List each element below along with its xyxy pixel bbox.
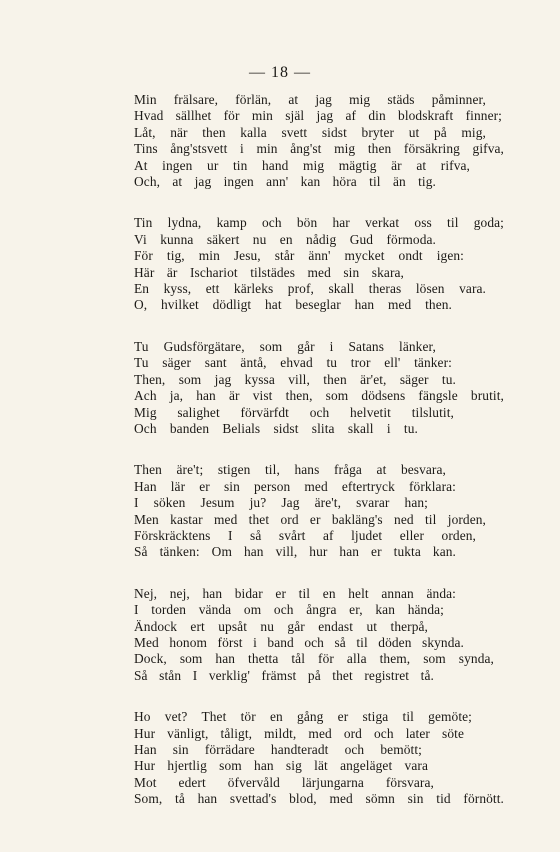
poem-line: Then äre't; stigen til, hans fråga at besvara, [134,462,446,478]
poem-line: Ändock ert upsåt nu går endast ut therpå, [134,618,428,634]
poem-line: Tin lydna, kamp och bön har verkat oss til goda; [134,215,504,231]
stanza-6 [134,709,504,807]
poem-line: I torden vända om och ångra er, kan hända; [134,602,444,618]
poem-line: Hvad sällhet för min själ jag af din blodskraft finner; [134,108,502,124]
poem-line: En kyss, ett kärleks prof, skall theras lösen vara. [134,281,486,297]
poem-line: Han sin förrädare handteradt och bemött; [134,742,422,757]
poem-line: Här är Ischariot tilstädes med sin skara, [134,264,404,280]
poem-line: At ingen ur tin hand mig mägtig är at rifva, [134,157,470,173]
poem-line: Och banden Belials sidst slita skall i tu. [134,420,418,436]
poem-line: Vi kunna säkert nu en nådig Gud förmoda. [134,231,436,247]
poem-line: Ho vet? Thet tör en gång er stiga til gemöte; [134,709,472,725]
poem-line: Som, tå han svettad's blod, med sömn sin tid förnött. [134,791,504,807]
poem-line: Hur vänligt, tåligt, mildt, med ord och later söte [134,725,464,741]
poem-line: Mot edert öfvervåld lärjungarna försvara, [134,774,434,790]
poem-line: Förskräcktens I så svårt af ljudet eller orden, [134,527,476,543]
stanza-2 [134,215,504,313]
poem-line: Tins ång'stsvett i min ång'st mig then försäkring gifva, [134,141,504,157]
poem-line: Men kastar med thet ord er bakläng's ned til jorden, [134,511,486,527]
poem-line: Dock, som han thetta tål för alla them, som synda, [134,651,494,667]
poem-line: Min frälsare, förlän, at jag mig städs påminner, [134,92,486,107]
poem-line: För tig, min Jesu, står änn' mycket ondt igen: [134,248,464,264]
stanza-1 [134,92,504,190]
stanza-4 [134,462,504,560]
poem-line: Så stån I verklig' främst på thet registret tå. [134,667,434,683]
poem-line: Med honom först i band och så til döden skynda. [134,634,464,650]
poem-line: Och, at jag ingen ann' kan höra til än tig. [134,174,436,190]
poem-line: Hur hjertlig som han sig lät angeläget vara [134,758,428,774]
page-number: — 18 — [249,64,311,81]
stanza-3 [134,339,504,437]
poem-line: Så tänken: Om han vill, hur han er tukta kan. [134,544,456,560]
poem-line: Tu Gudsförgätare, som går i Satans länker, [134,338,436,354]
poem-line: Mig salighet förvärfdt och helvetit tilslutit, [134,404,454,420]
poem-line: Nej, nej, han bidar er til en helt annan ända: [134,585,456,601]
poem-line: Tu säger sant äntå, ehvad tu tror ell' tänker: [134,355,452,371]
poem-body [134,92,504,833]
poem-line: O, hvilket dödligt hat beseglar han med then. [134,297,452,313]
stanza-5 [134,586,504,684]
poem-line: Låt, när then kalla svett sidst bryter ut på mig, [134,124,486,140]
poem-line: Ach ja, han är vist then, som dödsens fängsle brutit, [134,388,504,404]
poem-line: Han lär er sin person med eftertryck förklara: [134,478,456,494]
poem-line: Then, som jag kyssa vill, then är'et, säger tu. [134,371,456,387]
poem-line: I söken Jesum ju? Jag äre't, svarar han; [134,495,428,511]
